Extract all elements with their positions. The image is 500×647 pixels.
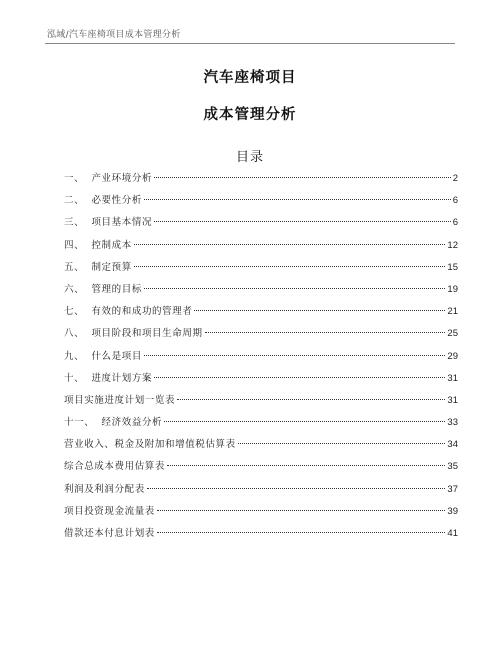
header-divider (45, 43, 455, 44)
toc-entry-label: 十一、 经济效益分析 (64, 417, 163, 429)
toc-entry-page-number: 31 (447, 372, 458, 384)
document-title-line1: 汽车座椅项目 (203, 70, 297, 86)
toc-entry-page-number: 31 (447, 394, 458, 406)
toc-entry-label: 综合总成本费用估算表 (64, 461, 166, 473)
table-of-contents (64, 170, 458, 547)
toc-entry[interactable] (64, 481, 458, 503)
toc-entry[interactable] (64, 325, 458, 347)
toc-entry-label: 五、 制定预算 (64, 261, 132, 273)
toc-entry[interactable] (64, 414, 458, 436)
toc-entry-page-number: 37 (447, 483, 458, 495)
toc-entry-label: 四、 控制成本 (64, 239, 132, 251)
toc-entry[interactable] (64, 370, 458, 392)
toc-entry-page-number: 6 (452, 217, 458, 229)
toc-entry-page-number: 35 (447, 461, 458, 473)
toc-entry-label: 项目投资现金流量表 (64, 505, 155, 517)
toc-dot-leader (134, 266, 446, 267)
toc-entry-page-number: 29 (447, 350, 458, 362)
toc-entry-label: 九、 什么是项目 (64, 350, 142, 362)
toc-entry[interactable] (64, 192, 458, 214)
toc-entry-label: 六、 管理的目标 (64, 283, 142, 295)
toc-entry-label: 借款还本付息计划表 (64, 528, 155, 539)
toc-entry-page-number: 21 (447, 306, 458, 318)
toc-entry-page-number: 34 (447, 439, 458, 451)
toc-entry[interactable] (64, 436, 458, 458)
toc-dot-leader (154, 177, 451, 178)
toc-entry-page-number: 41 (447, 528, 458, 539)
toc-dot-leader (167, 465, 445, 466)
toc-entry[interactable] (64, 170, 458, 192)
toc-entry[interactable] (64, 348, 458, 370)
toc-heading: 目录 (235, 150, 264, 165)
running-header: 泓域/汽车座椅项目成本管理分析 (47, 30, 181, 40)
toc-dot-leader (144, 288, 445, 289)
toc-dot-leader (157, 510, 446, 511)
toc-entry-label: 二、 必要性分析 (64, 195, 142, 207)
toc-dot-leader (157, 532, 446, 533)
toc-entry[interactable] (64, 237, 458, 259)
toc-dot-leader (164, 421, 445, 422)
toc-entry[interactable] (64, 259, 458, 281)
toc-entry[interactable] (64, 214, 458, 236)
toc-entry-page-number: 39 (447, 505, 458, 517)
toc-entry-label: 利润及利润分配表 (64, 483, 145, 495)
toc-entry-label: 一、 产业环境分析 (64, 173, 153, 184)
toc-dot-leader (147, 488, 446, 489)
toc-dot-leader (154, 221, 451, 222)
toc-entry-page-number: 25 (447, 328, 458, 340)
toc-entry-page-number: 2 (452, 173, 458, 184)
toc-entry[interactable] (64, 392, 458, 414)
toc-entry-page-number: 15 (447, 261, 458, 273)
toc-entry[interactable] (64, 303, 458, 325)
toc-entry-page-number: 12 (447, 239, 458, 251)
toc-entry[interactable] (64, 281, 458, 303)
toc-entry-label: 三、 项目基本情况 (64, 217, 153, 229)
document-title-line2: 成本管理分析 (203, 107, 297, 123)
toc-entry-page-number: 19 (447, 283, 458, 295)
toc-dot-leader (144, 355, 445, 356)
toc-entry-label: 十、 进度计划方案 (64, 372, 153, 384)
toc-dot-leader (154, 377, 445, 378)
toc-entry[interactable] (64, 458, 458, 480)
toc-dot-leader (134, 244, 446, 245)
toc-entry-label: 营业收入、税金及附加和增值税估算表 (64, 439, 236, 451)
toc-entry-page-number: 6 (452, 195, 458, 207)
toc-dot-leader (238, 443, 446, 444)
toc-entry[interactable] (64, 503, 458, 525)
toc-entry-label: 七、 有效的和成功的管理者 (64, 306, 193, 318)
toc-dot-leader (144, 199, 451, 200)
toc-entry-label: 项目实施进度计划一览表 (64, 394, 176, 406)
toc-entry-page-number: 33 (447, 417, 458, 429)
toc-dot-leader (194, 310, 445, 311)
toc-dot-leader (177, 399, 445, 400)
toc-dot-leader (205, 332, 446, 333)
toc-entry[interactable] (64, 525, 458, 547)
toc-entry-label: 八、 项目阶段和项目生命周期 (64, 328, 203, 340)
